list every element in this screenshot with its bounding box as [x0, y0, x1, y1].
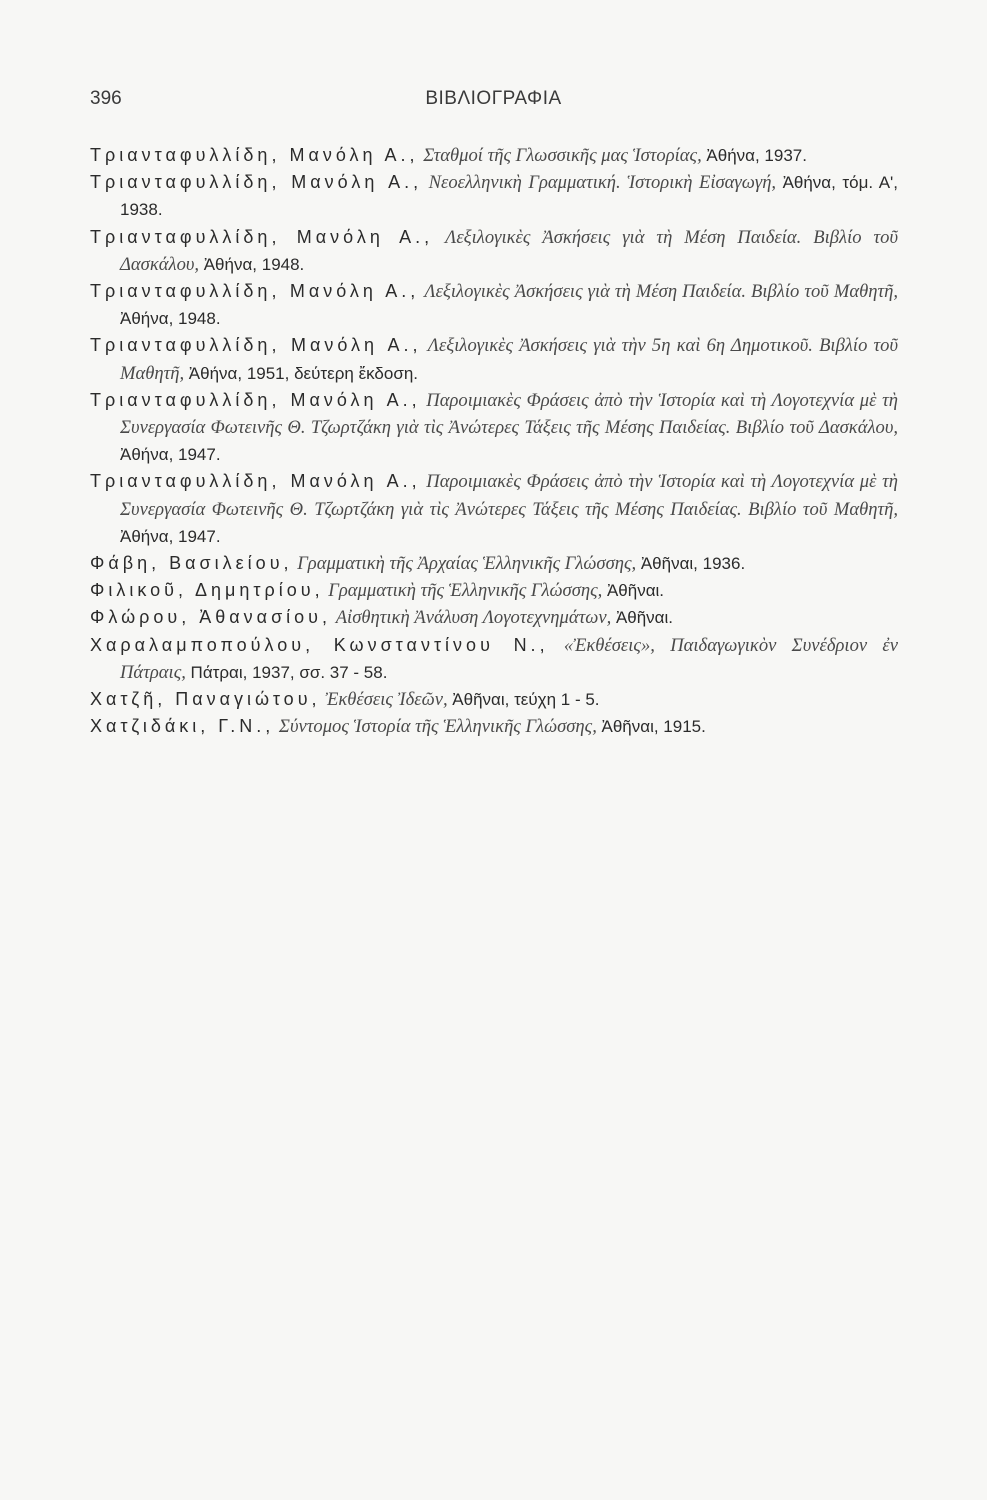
entry-details: Ἀθήνα, 1948.: [203, 254, 305, 274]
entry-details: Ἀθήνα, τόμ. Α', 1938.: [120, 173, 898, 220]
bibliography-entry: [90, 713, 898, 740]
entry-title: Λεξιλογικὲς Ἀσκήσεις γιὰ τὴ Μέση Παιδεία. Βιβλίο τοῦ Δασκάλου,: [120, 226, 898, 275]
entry-author: Τριανταφυλλίδη, Μανόλη Α.,: [90, 389, 421, 410]
entry-title: Γραμματικὴ τῆς Ἑλληνικῆς Γλώσσης,: [328, 580, 603, 602]
entry-author: Χαραλαμποπούλου, Κωνσταντίνου Ν.,: [90, 634, 549, 655]
bibliography-entry: [90, 604, 898, 631]
bibliography-entry: [90, 142, 898, 169]
entry-title: Λεξιλογικὲς Ἀσκήσεις γιὰ τὴ Μέση Παιδεία. Βιβλίο τοῦ Μαθητῆ,: [424, 281, 899, 303]
entry-title: Ἐκθέσεις Ἰδεῶν,: [325, 689, 448, 711]
entry-details: Ἀθῆναι, τεύχη 1 - 5.: [452, 690, 600, 710]
bibliography-entry: [90, 278, 898, 332]
page-number: 396: [90, 88, 122, 109]
entry-details: Ἀθήνα, 1948.: [120, 309, 221, 329]
entry-author: Χατζῆ, Παναγιώτου,: [90, 689, 321, 710]
bibliography-entry: [90, 387, 898, 469]
entry-details: Πάτραι, 1937, σσ. 37 - 58.: [190, 662, 388, 682]
entry-title: Γραμματικὴ τῆς Ἀρχαίας Ἑλληνικῆς Γλώσσης,: [297, 553, 637, 575]
entry-details: Ἀθῆναι, 1915.: [601, 717, 706, 737]
entry-details: Ἀθῆναι.: [606, 581, 665, 601]
entry-author: Τριανταφυλλίδη, Μανόλη Α.,: [90, 281, 420, 302]
entry-title: Σταθμοί τῆς Γλωσσικῆς μας Ἱστορίας,: [423, 145, 702, 166]
entry-title: «Ἐκθέσεις», Παιδαγωγικὸν Συνέδριον ἐν Πάτραις,: [120, 634, 899, 683]
entry-title: Λεξιλογικὲς Ἀσκήσεις γιὰ τὴν 5η καὶ 6η Δημοτικοῦ. Βιβλίο τοῦ Μαθητῆ,: [120, 335, 899, 384]
running-head: ΒΙΒΛΙΟΓΡΑΦΙΑ: [425, 88, 562, 109]
entry-title: Σύντομος Ἱστορία τῆς Ἑλληνικῆς Γλώσσης,: [278, 716, 597, 738]
bibliography-entry: [90, 468, 898, 550]
entry-author: Φάβη, Βασιλείου,: [90, 553, 293, 574]
entry-author: Τριανταφυλλίδη, Μανόλη Α.,: [90, 471, 421, 492]
bibliography-entry: [90, 686, 898, 713]
entry-title: Αἰσθητικὴ Ἀνάλυση Λογοτεχνημάτων,: [335, 607, 612, 629]
entry-author: Τριανταφυλλίδη, Μανόλη Α.,: [90, 335, 422, 356]
entry-author: Τριανταφυλλίδη, Μανόλη Α.,: [90, 172, 423, 193]
entry-author: Τριανταφυλλίδη, Μανόλη Α.,: [90, 226, 434, 247]
entry-details: Ἀθήνα, 1947.: [120, 445, 221, 465]
entry-details: Ἀθῆναι.: [615, 608, 674, 628]
bibliography-entry: [90, 632, 898, 686]
entry-author: Τριανταφυλλίδη, Μανόλη Α.,: [90, 145, 419, 165]
entry-details: Ἀθήνα, 1951, δεύτερη ἔκδοση.: [188, 363, 419, 383]
bibliography-entry: [90, 332, 898, 386]
bibliography-entry: [90, 550, 898, 577]
entry-title: Νεοελληνικὴ Γραμματική. Ἱστορικὴ Εἰσαγωγή,: [428, 172, 777, 194]
entry-title: Παροιμιακὲς Φράσεις ἀπὸ τὴν Ἱστορία καὶ τὴ Λογοτεχνία μὲ τὴ Συνεργασία Φωτεινῆς Θ. Τζωρτζάκη γιὰ τὶς Ἀνώτερες Τάξεις τῆς Μέσης Παιδείας. Βιβλίο τοῦ Μαθητῆ,: [120, 471, 898, 520]
entry-details: Ἀθῆναι, 1936.: [640, 554, 746, 574]
entry-author: Φιλικοῦ, Δημητρίου,: [90, 580, 324, 601]
entry-author: Φλώρου, Ἀθανασίου,: [90, 607, 332, 628]
bibliography-entry: [90, 577, 898, 604]
entry-author: Χατζιδάκι, Γ.Ν.,: [90, 716, 275, 737]
bibliography-entry: [90, 169, 898, 223]
entry-title: Παροιμιακὲς Φράσεις ἀπὸ τὴν Ἱστορία καὶ τὴ Λογοτεχνία μὲ τὴ Συνεργασία Φωτεινῆς Θ. Τζωρτζάκη γιὰ τὶς Ἀνώτερες Τάξεις τῆς Μέσης Παιδείας. Βιβλίο τοῦ Δασκάλου,: [120, 389, 898, 439]
bibliography-entry: [90, 224, 898, 278]
entry-details: Ἀθήνα, 1937.: [706, 146, 807, 165]
entry-details: Ἀθήνα, 1947.: [120, 526, 221, 546]
bibliography-list: [90, 142, 898, 740]
